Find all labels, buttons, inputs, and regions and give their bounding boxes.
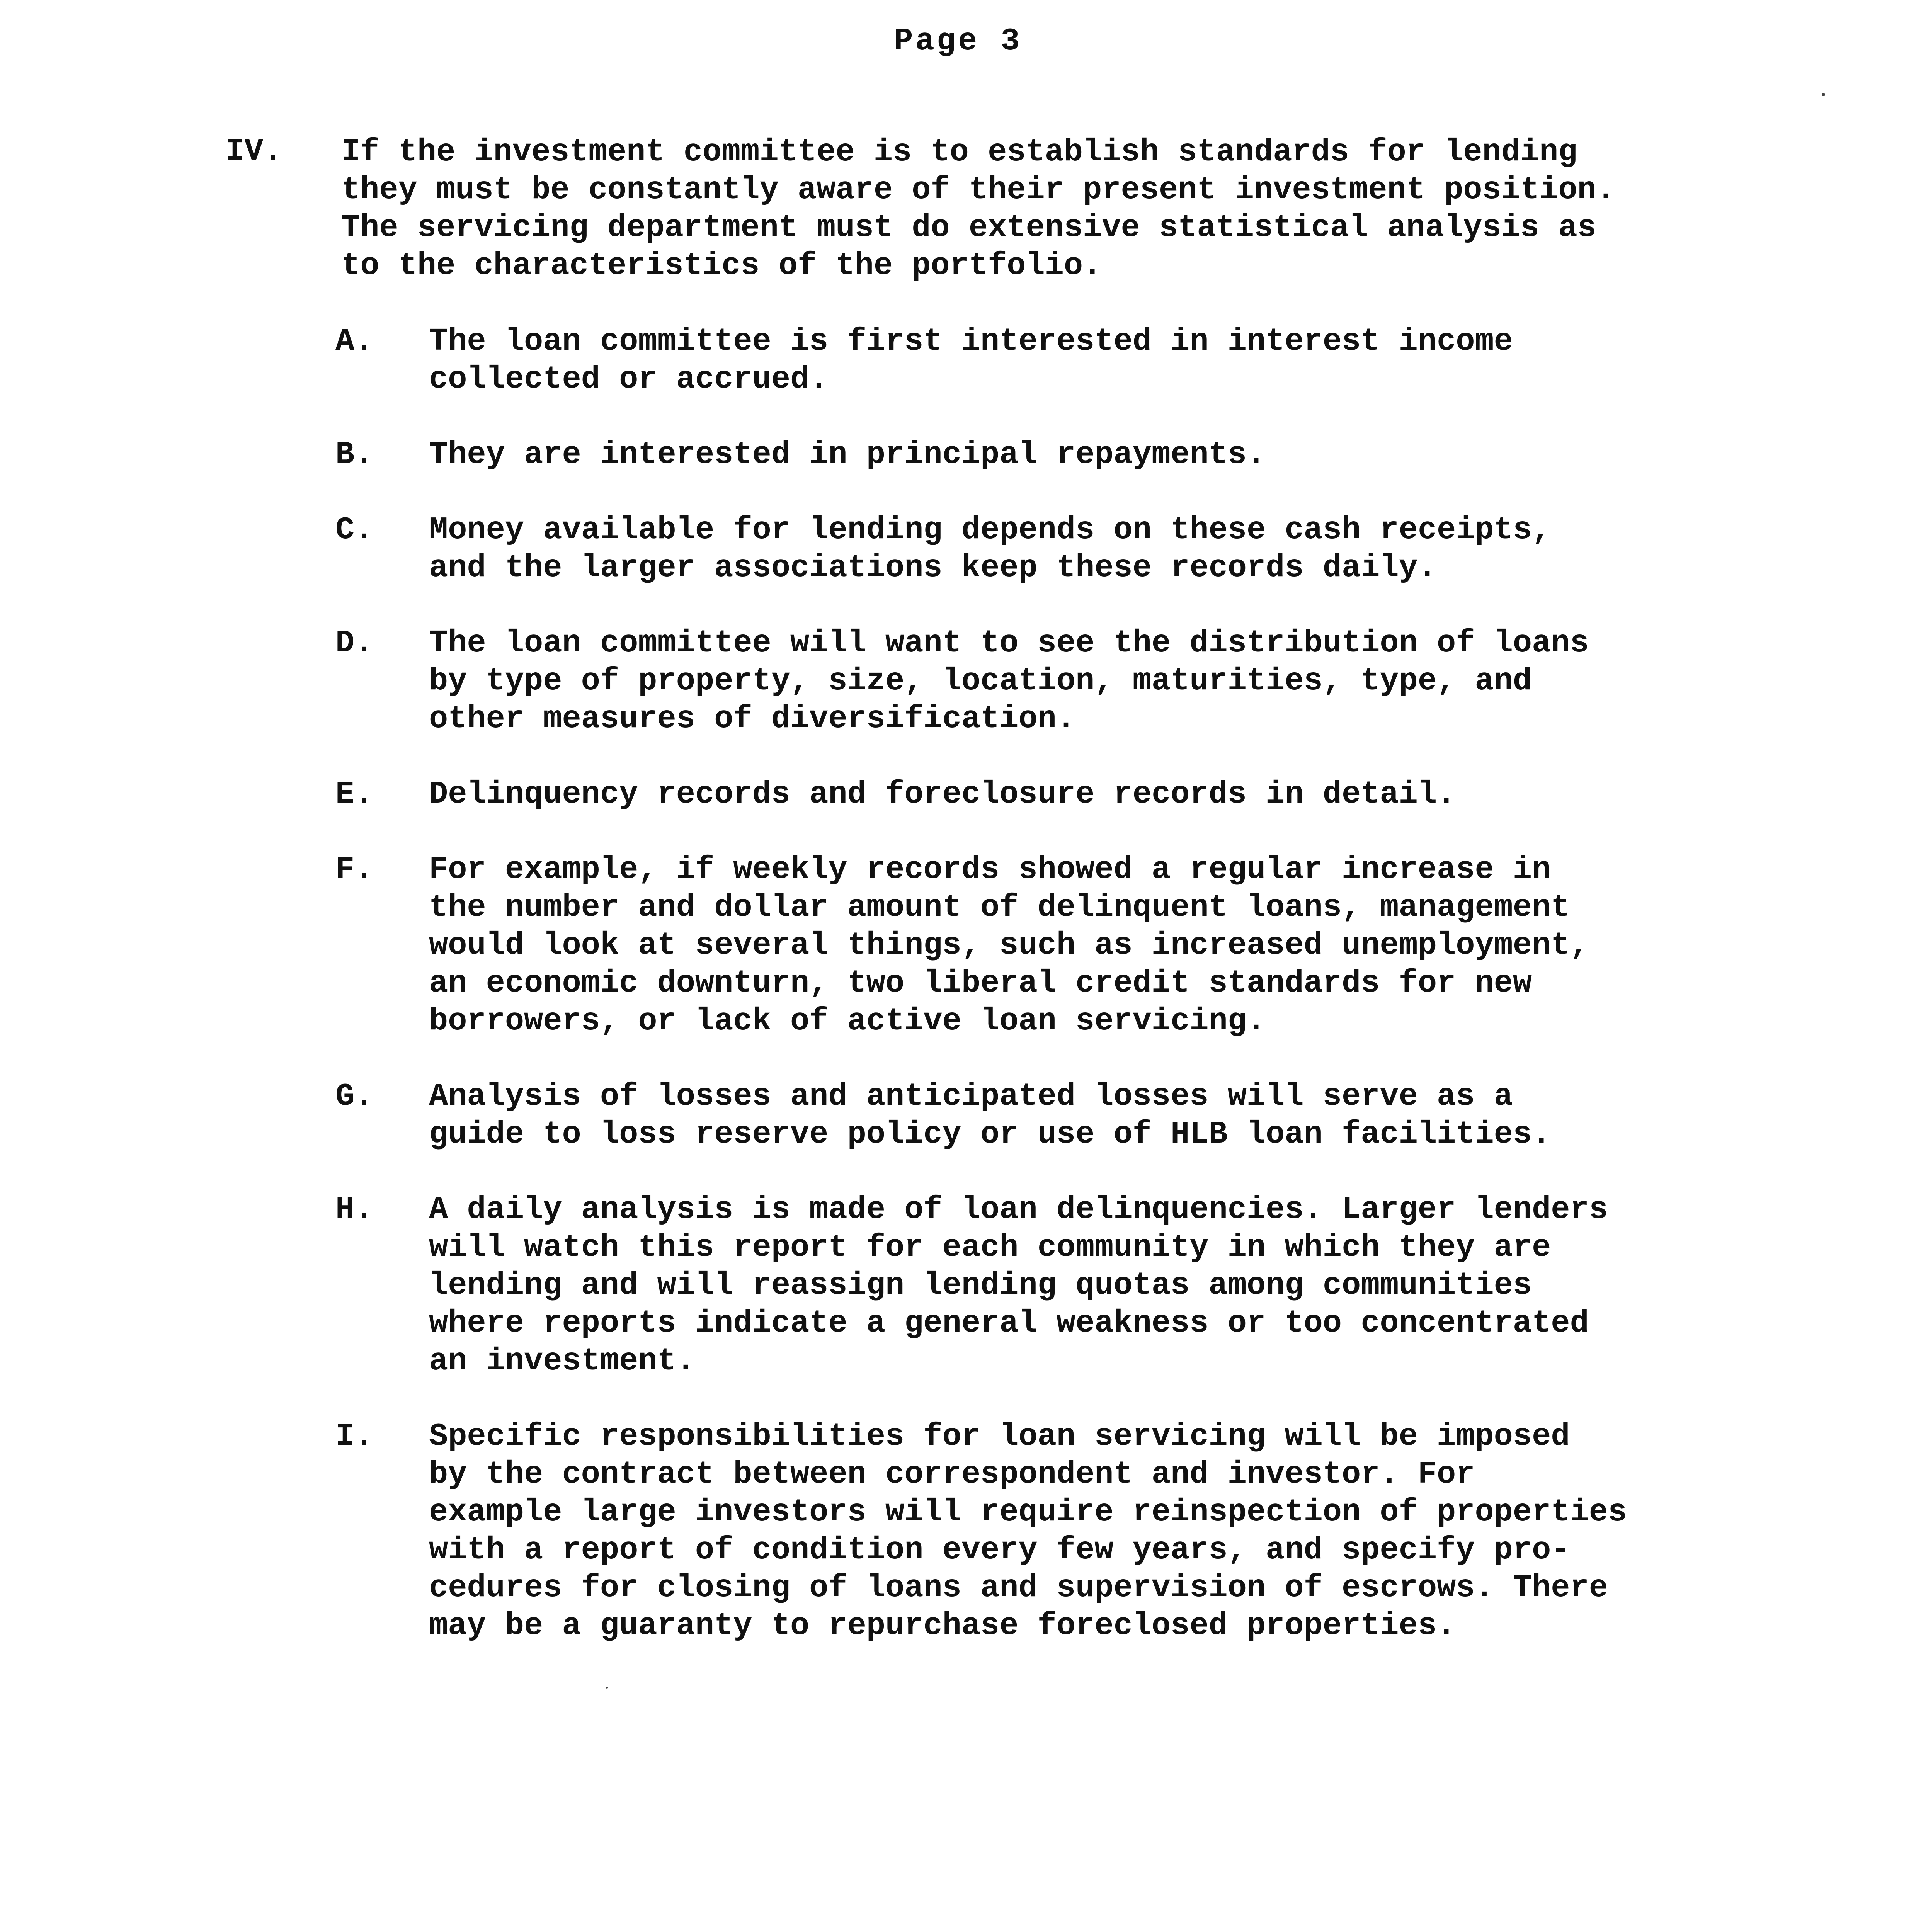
item-letter: B.: [335, 437, 374, 473]
item-letter: F.: [335, 852, 374, 888]
scan-speck: [606, 1687, 608, 1689]
list-item: [335, 776, 1889, 813]
list-item: [335, 323, 1889, 398]
item-list: [335, 323, 1889, 1682]
item-text: They are interested in principal repayments.: [429, 437, 1266, 473]
item-letter: A.: [335, 323, 374, 359]
list-item: [335, 1078, 1889, 1153]
item-text: For example, if weekly records showed a regular increase in the number and dollar amount of delinquent loans, management would look at several things, such as increased unemployment, an economic downturn, two liberal credit standards for new borrowers, or lack of active loan servicing.: [429, 852, 1589, 1039]
item-text: Money available for lending depends on these cash receipts, and the larger associations keep these records daily.: [429, 512, 1551, 586]
item-text: Specific responsibilities for loan servicing will be imposed by the contract between correspondent and investor. For example large investors will require reinspection of properties with a report of condition every few years, and specify pro- cedures for closing of loans and supervision of escrows. There may be a guaranty to repurchase foreclosed properties.: [429, 1418, 1627, 1644]
item-text: The loan committee is first interested in interest income collected or accrued.: [429, 323, 1513, 397]
item-text: Delinquency records and foreclosure records in detail.: [429, 776, 1456, 812]
item-text: A daily analysis is made of loan delinquencies. Larger lenders will watch this report for each community in which they are lending and will reassign lending quotas among communities where reports indicate a general weakness or too concentrated an investment.: [429, 1192, 1608, 1379]
item-letter: D.: [335, 625, 374, 661]
list-item: [335, 1418, 1889, 1645]
scan-speck: [1822, 93, 1825, 96]
item-letter: E.: [335, 776, 374, 812]
section-iv: [225, 133, 1887, 285]
item-letter: G.: [335, 1078, 374, 1114]
list-item: [335, 851, 1889, 1040]
list-item: [335, 436, 1889, 474]
list-item: [335, 511, 1889, 587]
item-letter: I.: [335, 1418, 374, 1454]
item-text: The loan committee will want to see the distribution of loans by type of property, size, location, maturities, type, and other measures of diversification.: [429, 625, 1589, 737]
item-text: Analysis of losses and anticipated losses will serve as a guide to loss reserve policy or use of HLB loan facilities.: [429, 1078, 1551, 1152]
list-item: [335, 1191, 1889, 1380]
item-letter: H.: [335, 1192, 374, 1228]
list-item: [335, 624, 1889, 738]
section-intro-text: If the investment committee is to establish standards for lending they must be constantly aware of their present investment position. The servicing department must do extensive statistical analysis as to the characteristics of the portfolio.: [341, 134, 1615, 284]
page-header: Page 3: [894, 23, 1022, 59]
section-numeral: IV.: [225, 133, 282, 169]
item-letter: C.: [335, 512, 374, 548]
